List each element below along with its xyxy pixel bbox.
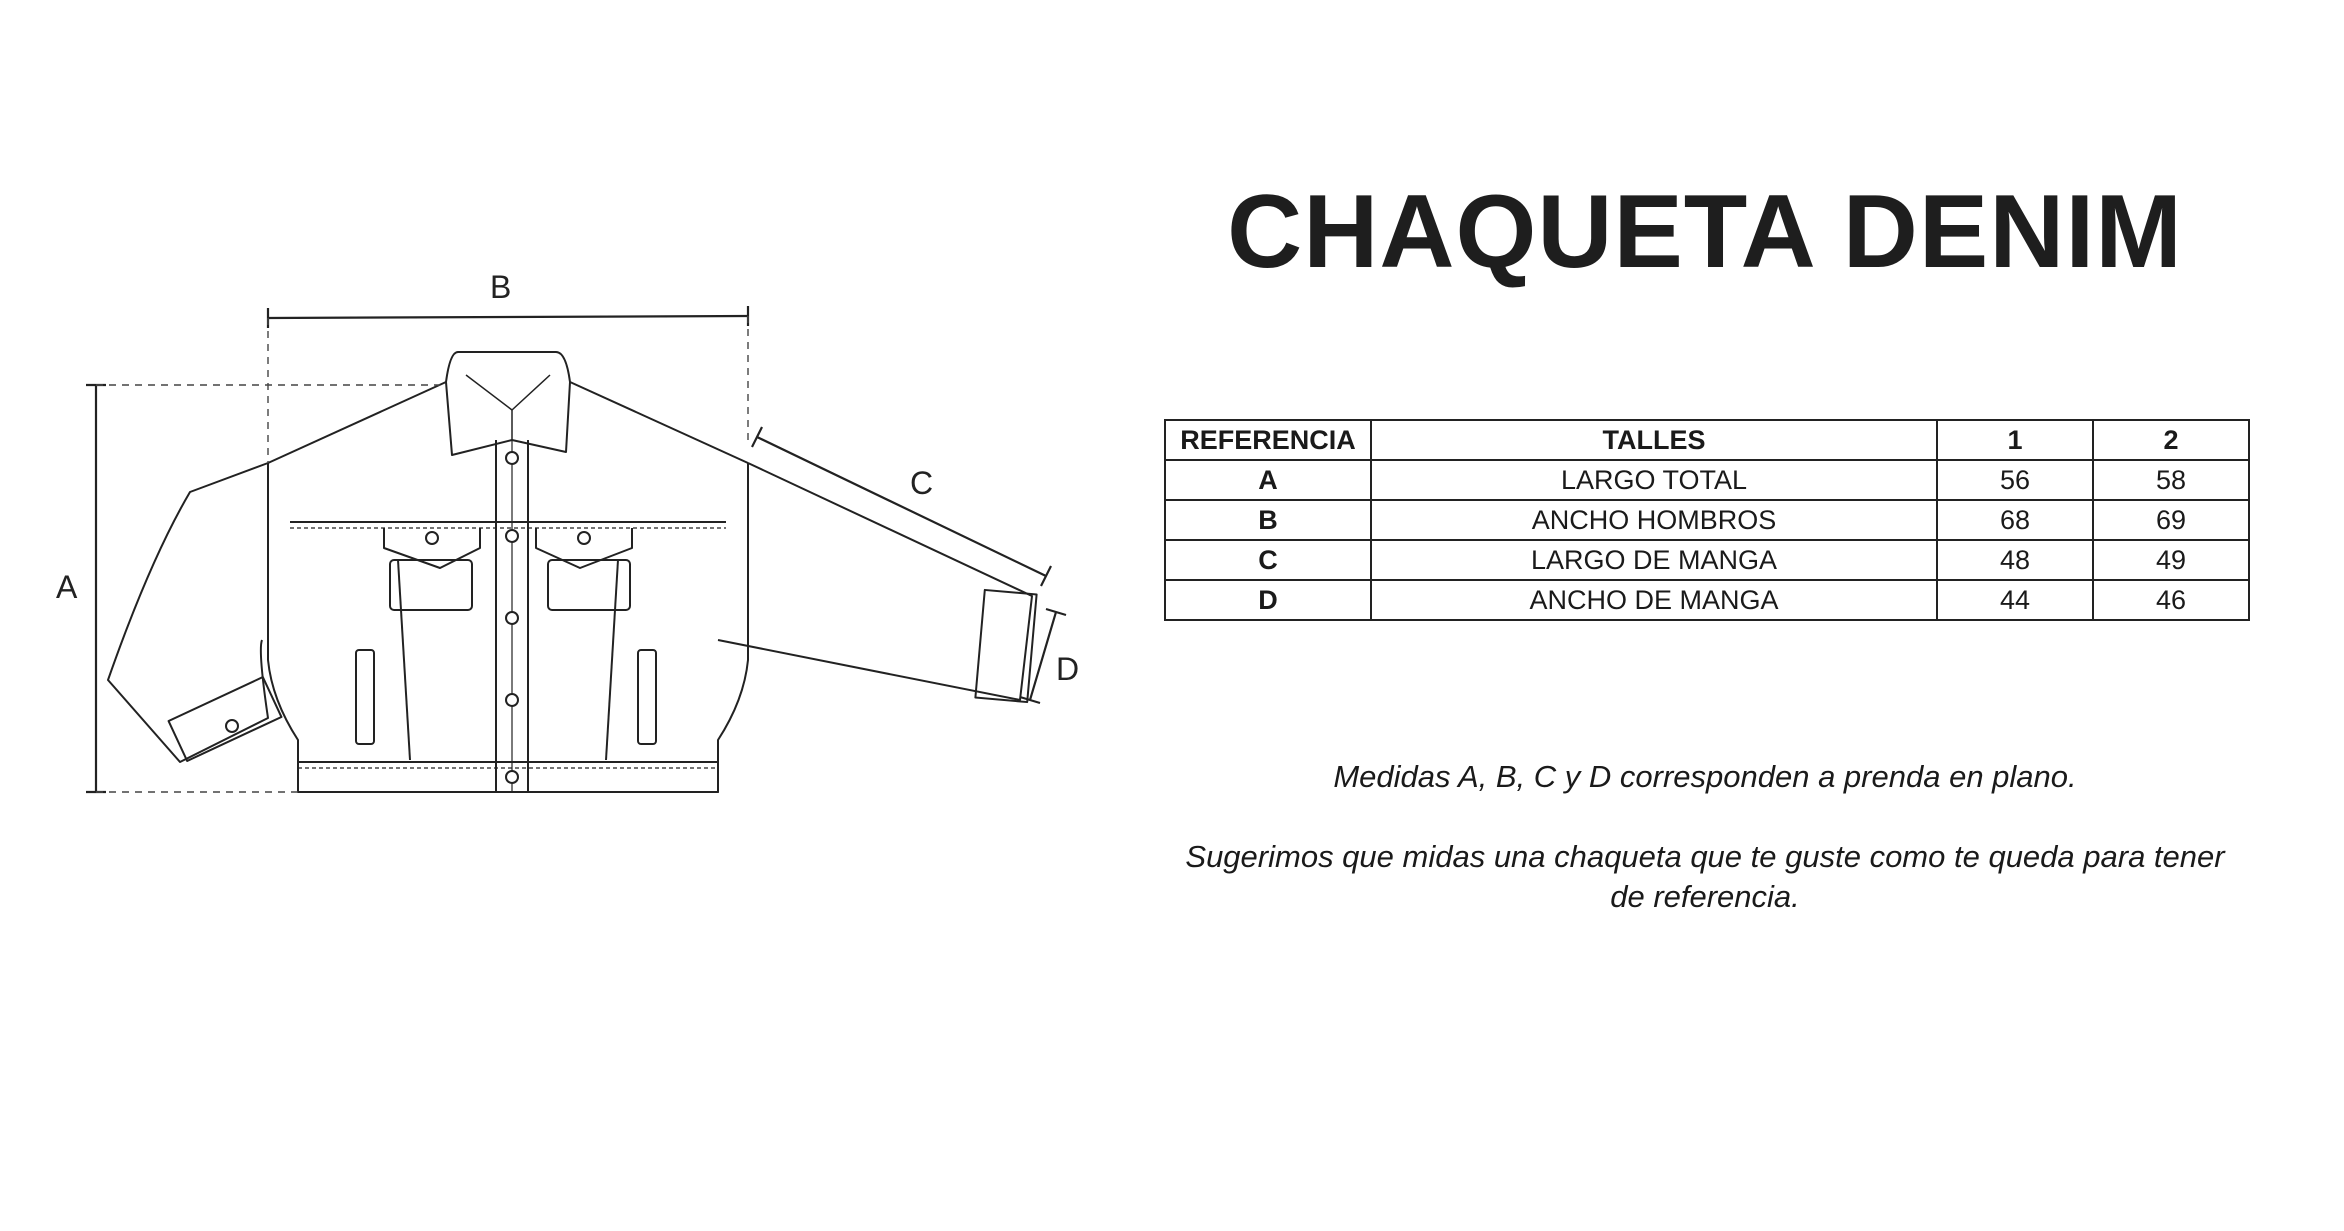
page-title: CHAQUETA DENIM bbox=[1227, 174, 2183, 290]
measure-label-a: A bbox=[56, 569, 78, 605]
jacket-button bbox=[226, 720, 238, 732]
row-size-2: 69 bbox=[2093, 500, 2249, 540]
note-suggestion bbox=[1160, 837, 2250, 917]
row-reference: B bbox=[1165, 500, 1371, 540]
header-size-2: 2 bbox=[2093, 420, 2249, 460]
jacket-sleeve-left bbox=[108, 463, 268, 762]
table-header-row bbox=[1165, 420, 2249, 460]
measure-line-b bbox=[268, 316, 748, 318]
jacket-cuff-right bbox=[975, 590, 1036, 702]
row-size-1: 48 bbox=[1937, 540, 2093, 580]
row-size-1: 44 bbox=[1937, 580, 2093, 620]
row-label: ANCHO HOMBROS bbox=[1371, 500, 1937, 540]
table-row bbox=[1165, 500, 2249, 540]
measure-line-c bbox=[757, 437, 1046, 576]
jacket-button bbox=[506, 694, 518, 706]
row-reference: D bbox=[1165, 580, 1371, 620]
jacket-hand-pocket-left bbox=[356, 650, 374, 744]
note-suggestion-line-2: de referencia. bbox=[1610, 879, 1800, 914]
measure-label-b: B bbox=[490, 269, 512, 305]
table-row bbox=[1165, 540, 2249, 580]
jacket-button bbox=[506, 612, 518, 624]
table-row bbox=[1165, 460, 2249, 500]
jacket-button bbox=[578, 532, 590, 544]
jacket-sleeve-right bbox=[718, 463, 1032, 700]
measure-label-d: D bbox=[1056, 651, 1080, 687]
jacket-hand-pocket-right bbox=[638, 650, 656, 744]
header-reference: REFERENCIA bbox=[1165, 420, 1371, 460]
jacket-collar bbox=[446, 352, 570, 455]
jacket-button bbox=[426, 532, 438, 544]
measure-label-c: C bbox=[910, 465, 934, 501]
row-size-1: 56 bbox=[1937, 460, 2093, 500]
row-size-1: 68 bbox=[1937, 500, 2093, 540]
jacket-diagram bbox=[0, 0, 1100, 900]
header-sizes: TALLES bbox=[1371, 420, 1937, 460]
table-row bbox=[1165, 580, 2249, 620]
row-size-2: 46 bbox=[2093, 580, 2249, 620]
jacket-button bbox=[506, 452, 518, 464]
jacket-shoulder-right bbox=[570, 382, 748, 463]
row-label: ANCHO DE MANGA bbox=[1371, 580, 1937, 620]
row-reference: A bbox=[1165, 460, 1371, 500]
jacket-body-outline bbox=[268, 463, 748, 792]
row-size-2: 49 bbox=[2093, 540, 2249, 580]
header-size-1: 1 bbox=[1937, 420, 2093, 460]
note-flat-measurements: Medidas A, B, C y D corresponden a prenda en plano. bbox=[1333, 759, 2077, 794]
row-label: LARGO TOTAL bbox=[1371, 460, 1937, 500]
note-suggestion-line-1: Sugerimos que midas una chaqueta que te guste como te queda para tener bbox=[1185, 839, 2225, 874]
jacket-button bbox=[506, 530, 518, 542]
row-label: LARGO DE MANGA bbox=[1371, 540, 1937, 580]
row-reference: C bbox=[1165, 540, 1371, 580]
jacket-button bbox=[506, 771, 518, 783]
jacket-shoulder-left bbox=[268, 382, 446, 463]
size-table bbox=[1164, 419, 2250, 621]
row-size-2: 58 bbox=[2093, 460, 2249, 500]
